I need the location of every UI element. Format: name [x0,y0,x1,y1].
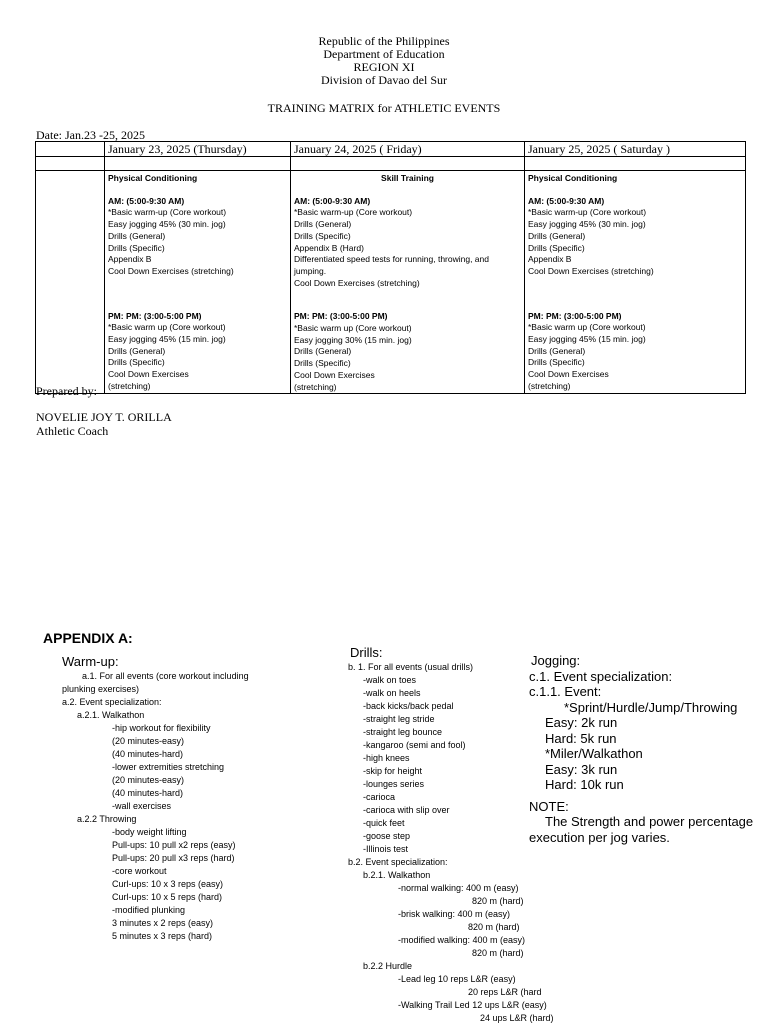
drills-line: 20 reps L&R (hard [468,987,542,997]
warmup-line: 5 minutes x 3 reps (hard) [112,931,213,941]
day-type: Physical Conditioning [108,173,198,183]
warmup-line: -core workout [112,866,167,876]
jogging-line: *Sprint/Hurdle/Jump/Throwing [564,699,738,715]
jogging-line: The Strength and power percentage [545,814,754,829]
am-item: Easy jogging 45% (30 min. jog) [108,219,226,230]
pm-item: Drills (General) [108,345,166,356]
pm-item: *Basic warm up (Core workout) [528,322,646,333]
jogging-line: *Miler/Walkathon [545,746,643,761]
drills-line: -straight leg bounce [363,727,443,737]
drills-line: -Illinois test [363,844,409,854]
prepared-by-label: Prepared by: [36,384,97,398]
am-item: jumping. [294,265,327,276]
warmup-line: -lower extremities stretching [112,762,225,772]
drills-line: -walk on toes [363,675,417,685]
jogging-section [529,653,753,845]
date-label: Date: Jan.23 -25, 2025 [36,128,145,142]
document-header [0,35,768,87]
am-item: Drills (General) [294,219,352,230]
warmup-line: (40 minutes-hard) [112,749,184,759]
day-type: Skill Training [381,173,434,183]
jogging-line: c.1. Event specialization: [529,668,673,684]
table-cell-empty [291,157,525,171]
am-item: Drills (Specific) [294,230,351,241]
am-title: AM: (5:00-9:30 AM) [528,195,605,206]
table-row-blank [36,157,746,171]
jogging-line: Hard: 10k run [545,777,624,792]
drills-line: -skip for height [363,766,423,776]
training-matrix-table [35,141,746,394]
day-schedule-2 [291,171,525,394]
drills-line: b.2.1. Walkathon [363,870,431,880]
warmup-line: (40 minutes-hard) [112,788,184,798]
warmup-line: Pull-ups: 10 pull x2 reps (easy) [112,840,236,850]
am-item: Differentiated speed tests for running, throwing, and [294,254,489,265]
pm-item: Cool Down Exercises [294,369,375,380]
header-line-region: REGION XI [353,60,415,74]
warmup-line: plunking exercises) [62,684,140,694]
day-date-1: January 23, 2025 (Thursday) [105,142,291,157]
day-schedule-3 [525,171,746,394]
warmup-line: Warm-up: [62,654,119,669]
drills-line: -modified walking: 400 m (easy) [398,935,526,945]
warmup-line: (20 minutes-easy) [112,775,185,785]
pm-item: Cool Down Exercises [108,369,189,380]
am-item: Drills (Specific) [528,242,585,253]
drills-line: -normal walking: 400 m (easy) [398,883,519,893]
jogging-line: Easy: 2k run [545,715,618,730]
table-row-dates [36,142,746,157]
drills-line: 820 m (hard) [468,922,520,932]
pm-item: Drills (General) [294,346,352,357]
table-row-schedule [36,171,746,394]
day-schedule-1 [105,171,291,394]
drills-line: b. 1. For all events (usual drills) [348,662,474,672]
warmup-section [62,654,249,943]
am-title: AM: (5:00-9:30 AM) [294,195,371,206]
am-item: Appendix B (Hard) [294,242,364,253]
coach-name: NOVELIE JOY T. ORILLA [36,410,172,424]
drills-line: -quick feet [363,818,405,828]
header-line-division: Division of Davao del Sur [321,73,447,87]
warmup-line: -wall exercises [112,801,172,811]
day-date-3: January 25, 2025 ( Saturday ) [525,142,746,157]
drills-line: b.2.2 Hurdle [363,961,413,971]
am-item: *Basic warm-up (Core workout) [528,207,647,218]
document-title: TRAINING MATRIX for ATHLETIC EVENTS [267,101,501,115]
jogging-line: Hard: 5k run [545,730,617,746]
warmup-line: -modified plunking [112,905,186,915]
pm-item: Cool Down Exercises [528,369,609,380]
warmup-line: (20 minutes-easy) [112,736,185,746]
drills-line: -high knees [363,753,410,763]
am-item: Easy jogging 45% (30 min. jog) [528,219,646,230]
warmup-line: -body weight lifting [112,827,187,837]
table-cell-empty [36,171,105,394]
pm-item: Drills (Specific) [294,358,351,369]
day-date-2: January 24, 2025 ( Friday) [291,142,525,157]
pm-item: Easy jogging 45% (15 min. jog) [528,334,646,345]
drills-line: -carioca with slip over [363,805,450,815]
drills-line: -kangaroo (semi and fool) [363,740,466,750]
drills-line: -goose step [363,831,411,841]
appendix-title: APPENDIX A: [43,630,133,646]
drills-line: -Walking Trail Led 12 ups L&R (easy) [398,1000,547,1010]
drills-line: -brisk walking: 400 m (easy) [398,909,511,919]
jogging-line: Jogging: [531,653,581,668]
pm-title: PM: PM: (3:00-5:00 PM) [528,310,622,321]
drills-line: -Lead leg 10 reps L&R (easy) [398,974,516,984]
am-item: Drills (Specific) [108,242,165,253]
pm-item: Easy jogging 45% (15 min. jog) [108,334,226,345]
am-item: Drills (General) [528,230,586,241]
table-cell-empty [525,157,746,171]
am-title: AM: (5:00-9:30 AM) [108,195,185,206]
header-line-republic: Republic of the Philippines [318,34,450,48]
warmup-line: a.2.1. Walkathon [77,710,145,720]
jogging-line: c.1.1. Event: [529,684,602,699]
drills-line: -back kicks/back pedal [363,701,454,711]
am-item: Drills (General) [108,230,166,241]
pm-title: PM: PM: (3:00-5:00 PM) [294,311,388,322]
pm-item: *Basic warm up (Core workout) [294,323,412,334]
drills-line: Drills: [350,645,383,660]
warmup-line: a.2.2 Throwing [77,814,137,824]
pm-item: (stretching) [108,380,151,391]
coach-title: Athletic Coach [36,424,109,438]
drills-line: 24 ups L&R (hard) [480,1013,554,1023]
jogging-line: NOTE: [529,798,569,814]
pm-item: Drills (Specific) [528,357,585,368]
warmup-line: -hip workout for flexibility [112,723,211,733]
drills-line: -straight leg stride [363,714,435,724]
am-item: Cool Down Exercises (stretching) [108,265,234,276]
table-cell-empty [105,157,291,171]
header-line-department: Department of Education [323,47,445,61]
am-item: Appendix B [528,254,572,265]
pm-item: (stretching) [294,381,337,392]
pm-item: Drills (General) [528,345,586,356]
table-cell-empty [36,157,105,171]
pm-item: (stretching) [528,380,571,391]
warmup-line: a.1. For all events (core workout including [82,671,249,681]
warmup-line: Curl-ups: 10 x 3 reps (easy) [112,879,224,889]
am-item: Cool Down Exercises (stretching) [528,265,654,276]
am-item: *Basic warm-up (Core workout) [294,207,413,218]
drills-line: 820 m (hard) [472,896,524,906]
pm-item: *Basic warm up (Core workout) [108,322,226,333]
jogging-line: execution per jog varies. [529,829,670,845]
drills-section [348,645,554,1025]
drills-line: -walk on heels [363,688,421,698]
drills-line: 820 m (hard) [472,948,524,958]
pm-item: Easy jogging 30% (15 min. jog) [294,334,412,345]
warmup-line: Pull-ups: 20 pull x3 reps (hard) [112,853,235,863]
drills-line: b.2. Event specialization: [348,857,448,867]
drills-line: -carioca [363,792,396,802]
day-type: Physical Conditioning [528,173,618,183]
am-item: Cool Down Exercises (stretching) [294,277,420,288]
am-item: Appendix B [108,254,152,265]
pm-item: Drills (Specific) [108,357,165,368]
warmup-line: 3 minutes x 2 reps (easy) [112,918,214,928]
am-item: *Basic warm-up (Core workout) [108,207,227,218]
drills-line: -lounges series [363,779,425,789]
table-cell-empty [36,142,105,157]
jogging-line: Easy: 3k run [545,761,618,777]
warmup-line: Curl-ups: 10 x 5 reps (hard) [112,892,223,902]
warmup-line: a.2. Event specialization: [62,697,162,707]
pm-title: PM: PM: (3:00-5:00 PM) [108,310,202,321]
